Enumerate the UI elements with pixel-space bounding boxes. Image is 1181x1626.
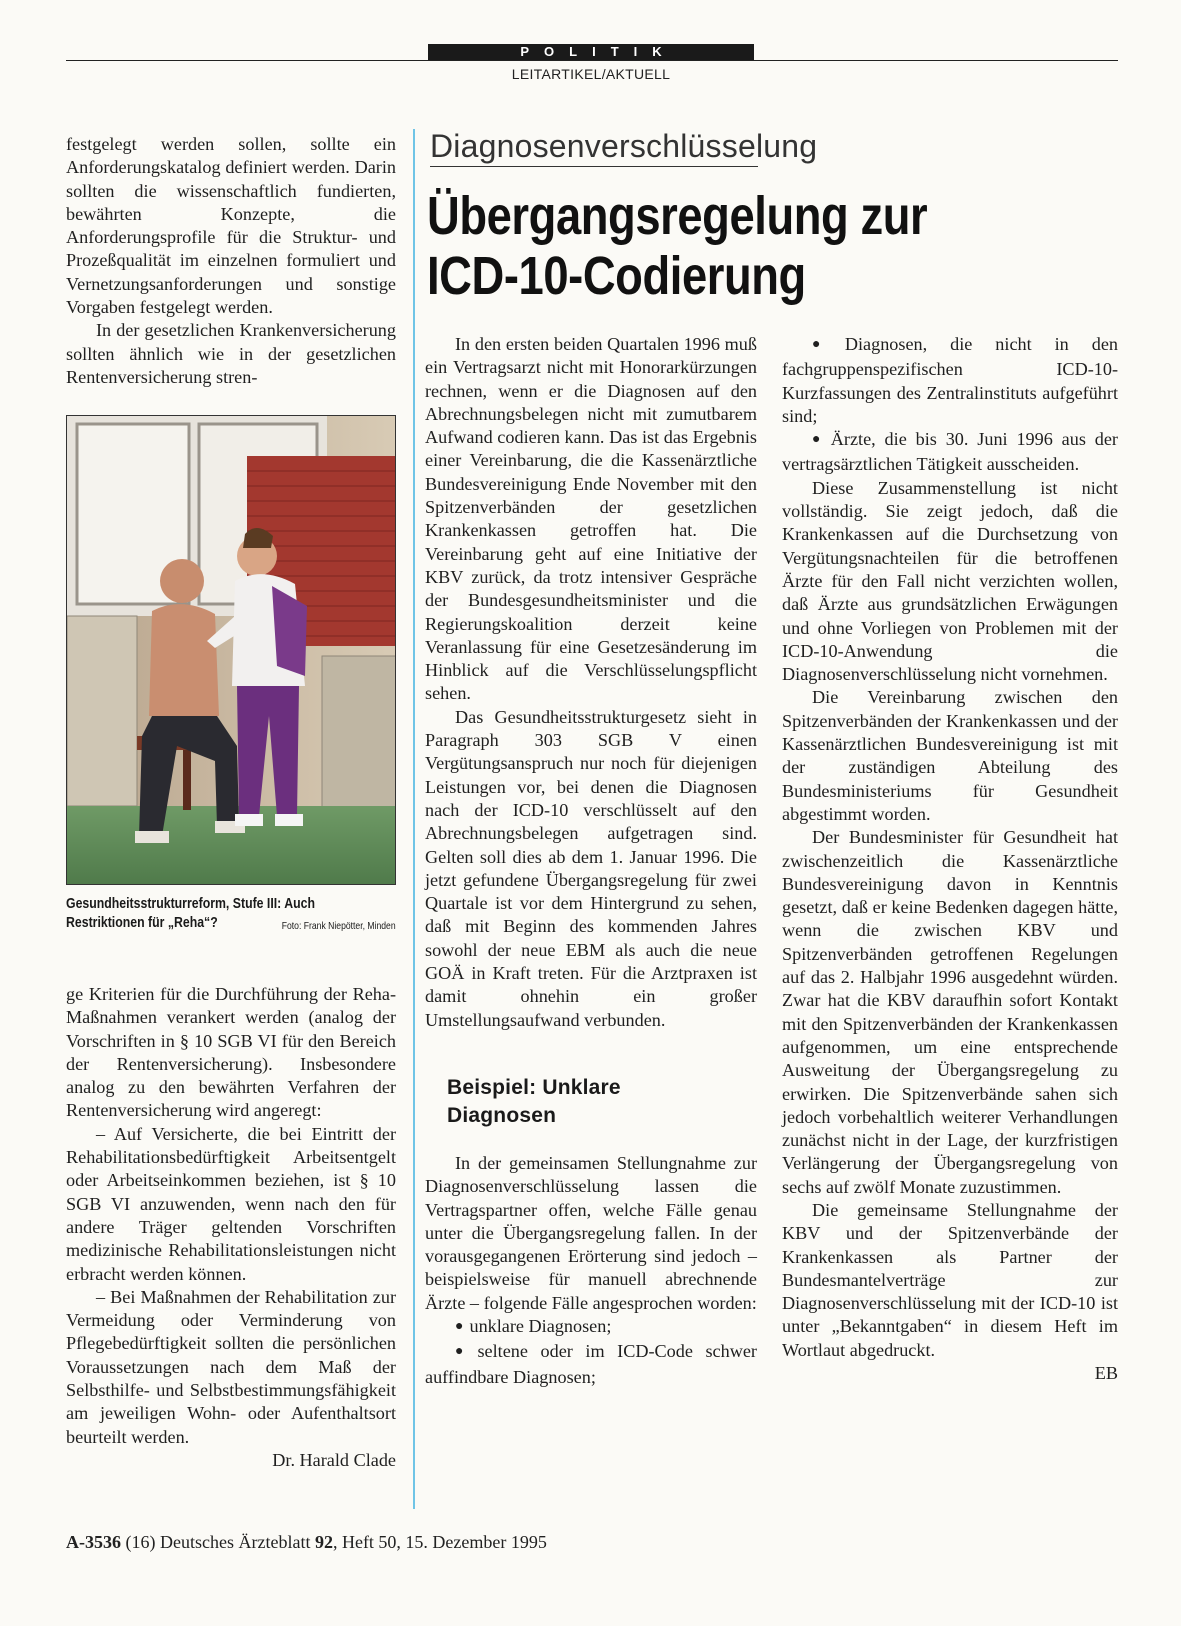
page-footer xyxy=(66,1532,547,1553)
headline-line: Übergangsregelung zur xyxy=(427,186,928,246)
page-number: A-3536 xyxy=(66,1532,121,1552)
bullet-icon xyxy=(812,429,831,449)
bullet-item xyxy=(425,1340,757,1389)
subheading-line: Diagnosen xyxy=(447,1103,557,1127)
volume: 92 xyxy=(314,1532,333,1552)
photo-illustration xyxy=(67,416,396,885)
bullet-item xyxy=(782,428,1118,477)
paragraph: Der Bundesminister für Gesundheit hat zwischenzeitlich die Kassenärztliche Bundesvereinigung davon in Kenntnis gesetzt, daß er keine Bedenken dagegen hätte, wenn die zwischen KBV und Spitzenverbänden getroffenen Regelungen auf das 2. Halbjahr 1996 ausgedehnt würden. Zwar hat die KBV daraufhin sofort Kontakt mit den Spitzenverbänden der Krankenkassen aufgenommen, um eine entsprechende Ausweitung der Übergangsregelung zu erwirken. Die Spitzenverbände sahen sich jedoch vorbehaltlich weiterer Verhandlungen zunächst nicht in der Lage, der kurzfristigen Verlängerung der Übergangsregelung von sechs auf zwölf Monate zuzustimmen. xyxy=(782,827,1118,1197)
author-initials: EB xyxy=(1094,1363,1118,1384)
paragraph: festgelegt werden sollen, sollte ein Anforderungskatalog definiert werden. Darin sollten die wissenschaftlich fundierten, bewährten Konzepte, die Anforderungsprofile für die Struktur- und Prozeßqualität im einzelnen formuliert und Vernetzungsanforderungen und sonstige Vorgaben festgelegt werden. xyxy=(66,134,396,318)
bullet-item xyxy=(782,333,1118,428)
article-photo xyxy=(66,415,396,885)
column-1-top xyxy=(66,133,396,389)
bullet-icon xyxy=(455,1316,469,1336)
photo-credit: Foto: Frank Niepötter, Minden xyxy=(281,920,396,932)
bullet-text: seltene oder im ICD-Code schwer auffindbare Diagnosen; xyxy=(425,1341,757,1387)
bullet-icon xyxy=(812,334,845,354)
bullet-item xyxy=(425,1315,757,1340)
kicker-rule xyxy=(430,166,758,167)
issue: , Heft 50, 15. Dezember 1995 xyxy=(332,1532,547,1552)
article-headline xyxy=(427,186,1015,306)
paragraph: – Auf Versicherte, die bei Eintritt der Rehabilitationsbedürftigkeit Arbeitsentgelt oder Arbeitseinkommen beziehen, ist § 10 SGB VI anzuwenden, wenn nach den für andere Träger geltenden Vorschriften medizinische Rehabilitationsleistungen nicht erbracht werden können. xyxy=(66,1123,396,1284)
header-rule xyxy=(66,60,1118,61)
subsection-label: LEITARTIKEL/AKTUELL xyxy=(511,66,671,82)
column-1-bottom xyxy=(66,983,396,1472)
column-2 xyxy=(425,333,757,1389)
paragraph: Die Vereinbarung zwischen den Spitzenverbänden der Krankenkassen und der Kassenärztlichen Bundesvereinigung ist mit der zuständigen Abteilung des Bundesministeriums für Gesundheit abgestimmt worden. xyxy=(782,687,1118,824)
bullet-text: Ärzte, die bis 30. Juni 1996 aus der vertragsärztlichen Tätigkeit ausscheiden. xyxy=(782,429,1118,475)
bullet-text: unklare Diagnosen; xyxy=(469,1315,612,1336)
paragraph: Das Gesundheitsstrukturgesetz sieht in Paragraph 303 SGB V einen Vergütungsanspruch nur noch für diejenigen Leistungen vor, bei denen die Diagnosen nach der ICD-10 verschlüsselt auf den Abrechnungsbelegen aufgetragen sind. Gelten soll dies ab dem 1. Januar 1996. Die jetzt gefundene Übergangsregelung für zwei Quartale ist vor dem Hintergrund zu sehen, daß mit Beginn des kommenden Jahres sowohl der neue EBM als auch die neue GOÄ in Kraft treten. Für die Arztpraxen ist damit ohnehin ein großer Umstellungsaufwand verbunden. xyxy=(425,706,757,1030)
paragraph: Die gemeinsame Stellungnahme der KBV und der Spitzenverbände der Krankenkassen als Partner der Bundesmantelverträge zur Diagnosenverschlüsselung mit der ICD-10 ist unter „Bekanntgaben“ in diesem Heft im Wortlaut abgedruckt. xyxy=(782,1199,1118,1360)
paragraph: Diese Zusammenstellung ist nicht vollständig. Sie zeigt jedoch, daß die Krankenkassen auf die Durchsetzung von Vergütungsnachteilen für die betroffenen Ärzte für den Fall nicht verzichten wollen, daß Ärzte aus grundsätzlichen Erwägungen und ohne Vorliegen von Problemen mit der ICD-10-Anwendung die Diagnosenverschlüsselung nicht vornehmen. xyxy=(782,477,1118,685)
headline-line: ICD-10-Codierung xyxy=(427,246,806,306)
paragraph: In der gemeinsamen Stellungnahme zur Diagnosenverschlüsselung lassen die Vertragspartner offen, welche Fälle genau unter die Übergangsregelung fallen. In der vorausgegangenen Erörterung sind jedoch – beispielsweise für manuell abrechnende Ärzte – folgende Fälle angesprochen worden: xyxy=(425,1152,757,1313)
paragraph: In der gesetzlichen Krankenversicherung sollten ähnlich wie in der gesetzlichen Rentenversicherung stren- xyxy=(66,320,396,387)
photo-caption xyxy=(66,894,396,936)
paragraph: ge Kriterien für die Durchführung der Reha-Maßnahmen verankert werden (analog der Vorschriften in § 10 SGB VI für den Bereich der Rentenversicherung). Insbesondere analog zu den bewährten Verfahren der Rentenversicherung wird angeregt: xyxy=(66,984,396,1121)
article-kicker: Diagnosenverschlüsselung xyxy=(430,128,818,164)
subheading-line: Beispiel: Unklare xyxy=(447,1075,621,1099)
author: Dr. Harald Clade xyxy=(272,1449,396,1470)
journal-name: Deutsches Ärzteblatt xyxy=(160,1532,311,1552)
paragraph: – Bei Maßnahmen der Rehabilitation zur Vermeidung oder Verminderung von Pflegebedürftigkeit sollten die persönlichen Voraussetzungen nach dem Maß der Selbsthilfe- und Selbstbestimmungsfähigkeit am jeweiligen Wohn- oder Aufenthaltsort beurteilt werden. xyxy=(66,1286,396,1447)
subheading xyxy=(447,1074,757,1130)
bullet-text: Diagnosen, die nicht in den fachgruppenspezifischen ICD-10-Kurzfassungen des Zentralinstituts aufgeführt sind; xyxy=(782,334,1118,426)
column-3 xyxy=(782,333,1118,1385)
bullet-icon xyxy=(455,1341,477,1361)
section-label: POLITIK xyxy=(428,44,754,60)
column-divider xyxy=(413,129,415,1509)
caption-text: Gesundheitsstrukturreform, Stufe III: Auch Restriktionen für „Reha“? xyxy=(66,895,315,931)
local-page: (16) xyxy=(125,1532,156,1552)
paragraph: In den ersten beiden Quartalen 1996 muß ein Vertragsarzt nicht mit Honorarkürzungen rechnen, wenn er die Diagnosen auf den Abrechnungsbelegen nicht mit zumutbarem Aufwand codieren kann. Das ist das Ergebnis einer Vereinbarung, die die Kassenärztliche Bundesvereinigung Ende November mit den Spitzenverbänden der gesetzlichen Krankenkassen getroffen hat. Die Vereinbarung geht auf eine Initiative der KBV zurück, da trotz intensiver Gespräche der Bundesgesundheitsminister und die Regierungskoalition derzeit keine Veranlassung für eine Gesetzesänderung im Hinblick auf die Verschlüsselungspflicht sehen. xyxy=(425,334,757,704)
